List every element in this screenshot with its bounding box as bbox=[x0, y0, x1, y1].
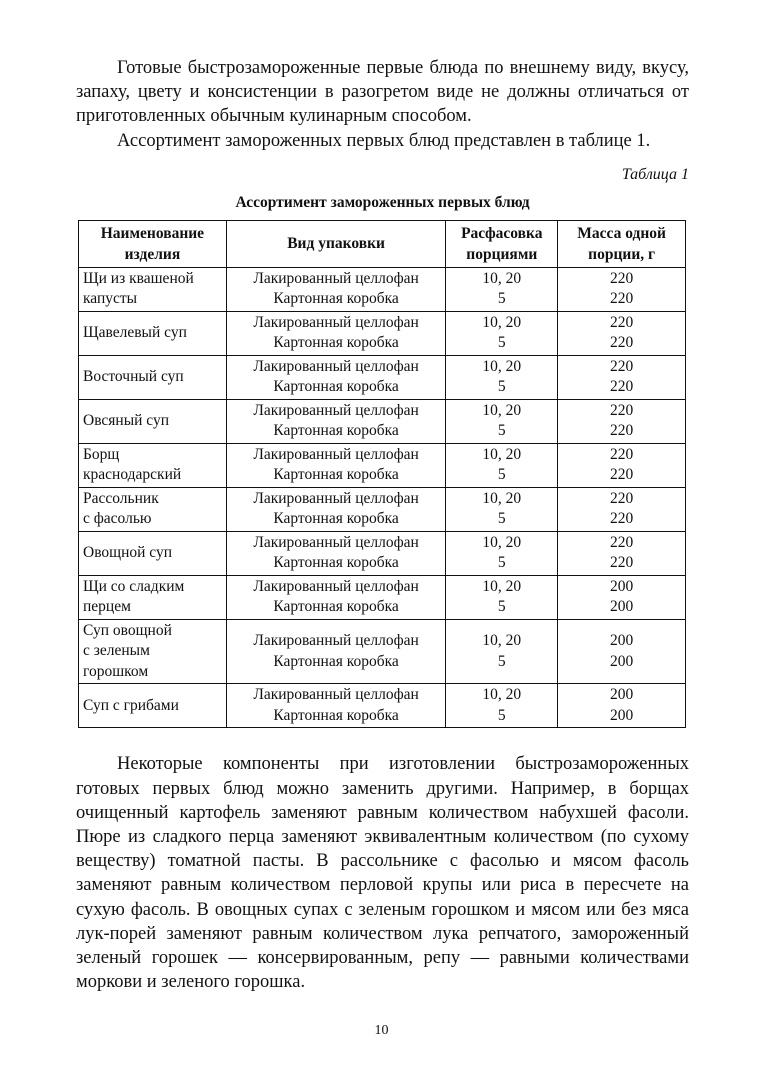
table-row bbox=[79, 684, 686, 728]
cell-name: Щавелевый суп bbox=[79, 311, 227, 355]
table-row bbox=[79, 487, 686, 531]
table-title: Ассортимент замороженных первых блюд bbox=[235, 193, 530, 211]
table-row bbox=[79, 355, 686, 399]
cell-packaging: Лакированный целлофан Картонная коробка bbox=[226, 311, 446, 355]
closing-paragraph: Некоторые компоненты при изготовлении быстрозамороженных готовых первых блюд можно заменить другими. Например, в борщах очищенный картофель заменяют равным количеством набухшей фасоли. Пюре из сладкого перца заменяют эквивалентным количеством (по сухому веществу) томатной пасты. В рассольнике с фасолью и мясом фасоль заменяют равным количеством перловой крупы или риса в пересчете на сухую фасоль. В овощных супах с зеленым горошком и мясом или без мяса лук-порей заменяют равным количеством лука репчатого, замороженный зеленый горошек — консервированным, репу — равными количествами моркови и зеленого горошка. bbox=[76, 754, 689, 993]
cell-name: Овсяный суп bbox=[79, 399, 227, 443]
cell-name: Щи из квашеной капусты bbox=[79, 267, 227, 311]
table-row bbox=[79, 267, 686, 311]
cell-packaging: Лакированный целлофан Картонная коробка bbox=[226, 619, 446, 684]
cell-packaging: Лакированный целлофан Картонная коробка bbox=[226, 443, 446, 487]
table-row bbox=[79, 443, 686, 487]
page-content bbox=[76, 56, 689, 994]
cell-name: Рассольник с фасолью bbox=[79, 487, 227, 531]
cell-portions: 10, 20 5 bbox=[446, 399, 558, 443]
cell-mass: 220 220 bbox=[558, 355, 686, 399]
cell-name: Щи со сладким перцем bbox=[79, 575, 227, 619]
cell-packaging: Лакированный целлофан Картонная коробка bbox=[226, 267, 446, 311]
cell-packaging: Лакированный целлофан Картонная коробка bbox=[226, 487, 446, 531]
table-row bbox=[79, 399, 686, 443]
cell-name: Овощной суп bbox=[79, 531, 227, 575]
cell-portions: 10, 20 5 bbox=[446, 355, 558, 399]
cell-portions: 10, 20 5 bbox=[446, 443, 558, 487]
cell-mass: 220 220 bbox=[558, 311, 686, 355]
cell-mass: 220 220 bbox=[558, 487, 686, 531]
cell-packaging: Лакированный целлофан Картонная коробка bbox=[226, 399, 446, 443]
table-row bbox=[79, 575, 686, 619]
cell-mass: 200 200 bbox=[558, 619, 686, 684]
cell-name: Суп овощной с зеленым горошком bbox=[79, 619, 227, 684]
table-label: Таблица 1 bbox=[621, 165, 689, 183]
cell-name: Суп с грибами bbox=[79, 684, 227, 728]
table-row bbox=[79, 311, 686, 355]
header-portions: Расфасовка порциями bbox=[446, 220, 558, 267]
intro-paragraph-2: Ассортимент замороженных первых блюд представлен в таблице 1. bbox=[117, 130, 651, 151]
cell-portions: 10, 20 5 bbox=[446, 311, 558, 355]
cell-portions: 10, 20 5 bbox=[446, 487, 558, 531]
table-row bbox=[79, 531, 686, 575]
cell-packaging: Лакированный целлофан Картонная коробка bbox=[226, 355, 446, 399]
cell-portions: 10, 20 5 bbox=[446, 531, 558, 575]
table-body bbox=[79, 267, 686, 728]
cell-packaging: Лакированный целлофан Картонная коробка bbox=[226, 531, 446, 575]
cell-mass: 220 220 bbox=[558, 267, 686, 311]
cell-mass: 220 220 bbox=[558, 443, 686, 487]
cell-name: Восточный суп bbox=[79, 355, 227, 399]
cell-mass: 200 200 bbox=[558, 684, 686, 728]
table-header-row bbox=[79, 220, 686, 267]
intro-paragraph-1: Готовые быстрозамороженные первые блюда по внешнему виду, вкусу, запаху, цвету и консистенции в разогретом виде не должны отличаться от приготовленных обычным кулинарным способом. bbox=[76, 58, 689, 127]
cell-mass: 200 200 bbox=[558, 575, 686, 619]
cell-packaging: Лакированный целлофан Картонная коробка bbox=[226, 684, 446, 728]
cell-portions: 10, 20 5 bbox=[446, 575, 558, 619]
header-mass: Масса одной порции, г bbox=[558, 220, 686, 267]
header-name: Наименование изделия bbox=[79, 220, 227, 267]
page-number: 10 bbox=[374, 1023, 389, 1038]
cell-portions: 10, 20 5 bbox=[446, 619, 558, 684]
cell-mass: 220 220 bbox=[558, 399, 686, 443]
cell-name: Борщ краснодарский bbox=[79, 443, 227, 487]
table-row bbox=[79, 619, 686, 684]
cell-packaging: Лакированный целлофан Картонная коробка bbox=[226, 575, 446, 619]
cell-portions: 10, 20 5 bbox=[446, 267, 558, 311]
assortment-table bbox=[78, 220, 686, 729]
cell-mass: 220 220 bbox=[558, 531, 686, 575]
cell-portions: 10, 20 5 bbox=[446, 684, 558, 728]
header-packaging: Вид упаковки bbox=[226, 220, 446, 267]
